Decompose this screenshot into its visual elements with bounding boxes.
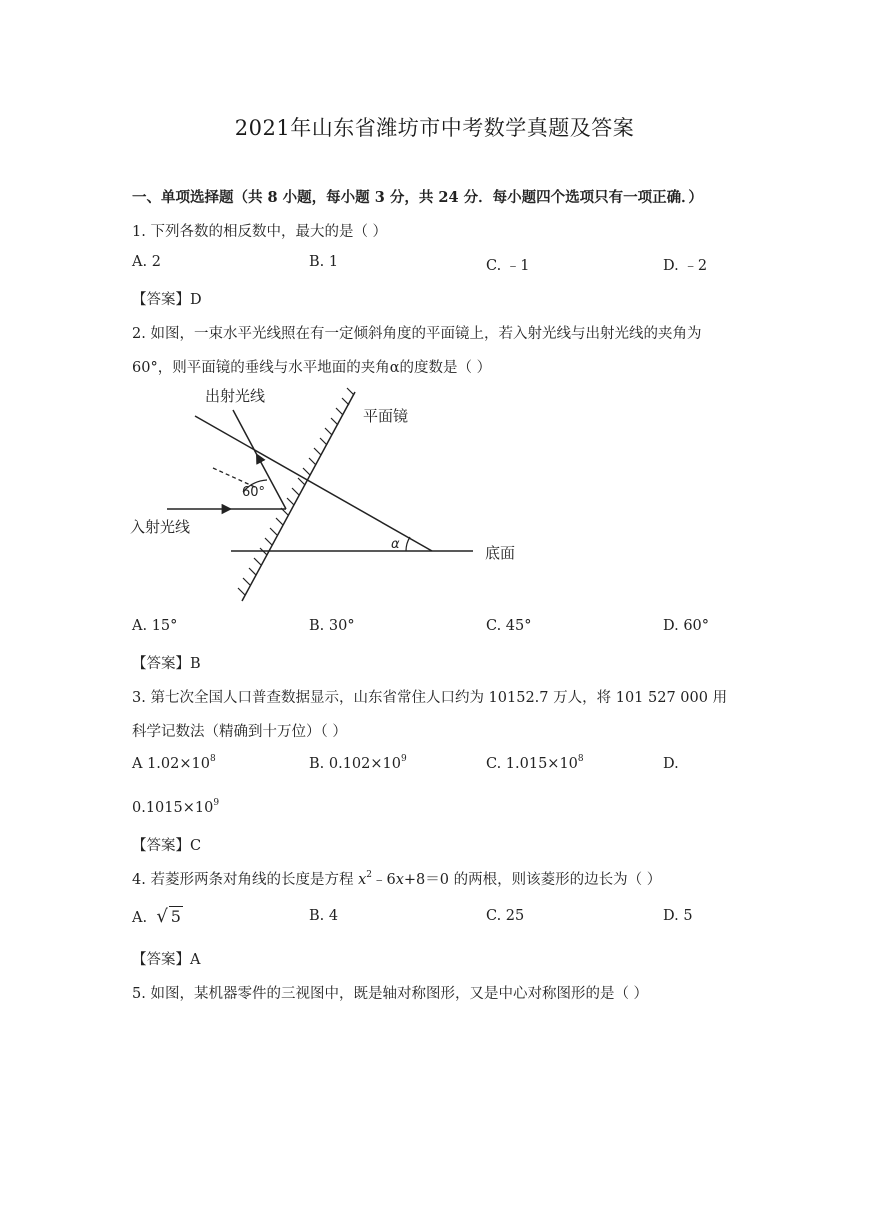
q1-option-c: C. ﹣1 [486,258,530,274]
page-title: 2021年山东省潍坊市中考数学真题及答案 [234,116,635,140]
q4-answer: 【答案】A [132,952,201,968]
alpha-label: α [391,537,400,552]
q2-option-b: B. 30° [309,618,355,634]
q4-option-c: C. 25 [486,908,525,924]
q3-option-d-value: $0.1015\times 10^9$ [132,798,220,816]
q2-answer: 【答案】B [132,656,201,672]
question-3-stem-line-1: 3. 第七次全国人口普查数据显示，山东省常住人口约为 10152.7 万人，将 101 527 000 用 [132,690,728,706]
q1-answer: 【答案】D [132,292,202,308]
q3-option-d: D. [663,756,679,772]
angle-alpha-arc [406,537,410,551]
q3-option-c: C. $1.015\times 10^8$ [486,754,584,772]
question-2-stem-line-1: 2. 如图，一束水平光线照在有一定倾斜角度的平面镜上，若入射光线与出射光线的夹角为 [132,326,702,342]
mirror-label: 平面镜 [363,407,409,425]
sqrt-symbol: √ 5 [156,906,181,927]
angle-60-label: 60° [242,485,266,500]
q1-option-d: D. ﹣2 [663,258,708,274]
question-4-stem: 4. 若菱形两条对角线的长度是方程 $x^2﹣6x+8=0$ 的两根，则该菱形的边长为（ ） [132,870,662,888]
q4-option-a: A. √ 5 [132,906,181,927]
reflected-ray [233,410,257,455]
question-5-stem: 5. 如图，某机器零件的三视图中，既是轴对称图形，又是中心对称图形的是（ ） [132,986,649,1002]
q3-option-a: A $1.02\times 10^8$ [132,754,216,772]
in-ray-label: 入射光线 [130,518,191,536]
mirror-reflection-figure [125,380,545,610]
question-2-stem-line-2: 60°，则平面镜的垂线与水平地面的夹角α的度数是（ ） [132,360,492,376]
q3-answer: 【答案】C [132,838,202,854]
ground-label: 底面 [485,544,516,562]
question-3-stem-line-2: 科学记数法（精确到十万位）（ ） [132,724,347,740]
q4-option-b: B. 4 [309,908,339,924]
q3-option-b: B. $0.102\times 10^9$ [309,754,407,772]
q1-option-a: A. 2 [132,254,161,270]
q4-option-d: D. 5 [663,908,693,924]
section-header: 一、单项选择题（共 8 小题，每小题 3 分，共 24 分．每小题四个选项只有一项正确．） [132,189,703,206]
q2-option-c: C. 45° [486,618,532,634]
question-1-stem: 1. 下列各数的相反数中，最大的是（ ） [132,224,388,240]
q2-option-a: A. 15° [132,618,178,634]
out-ray-label: 出射光线 [205,387,266,405]
q2-option-d: D. 60° [663,618,710,634]
reflected-ray-tail [257,455,286,509]
q1-option-b: B. 1 [309,254,339,270]
mirror-perpendicular [195,416,432,551]
